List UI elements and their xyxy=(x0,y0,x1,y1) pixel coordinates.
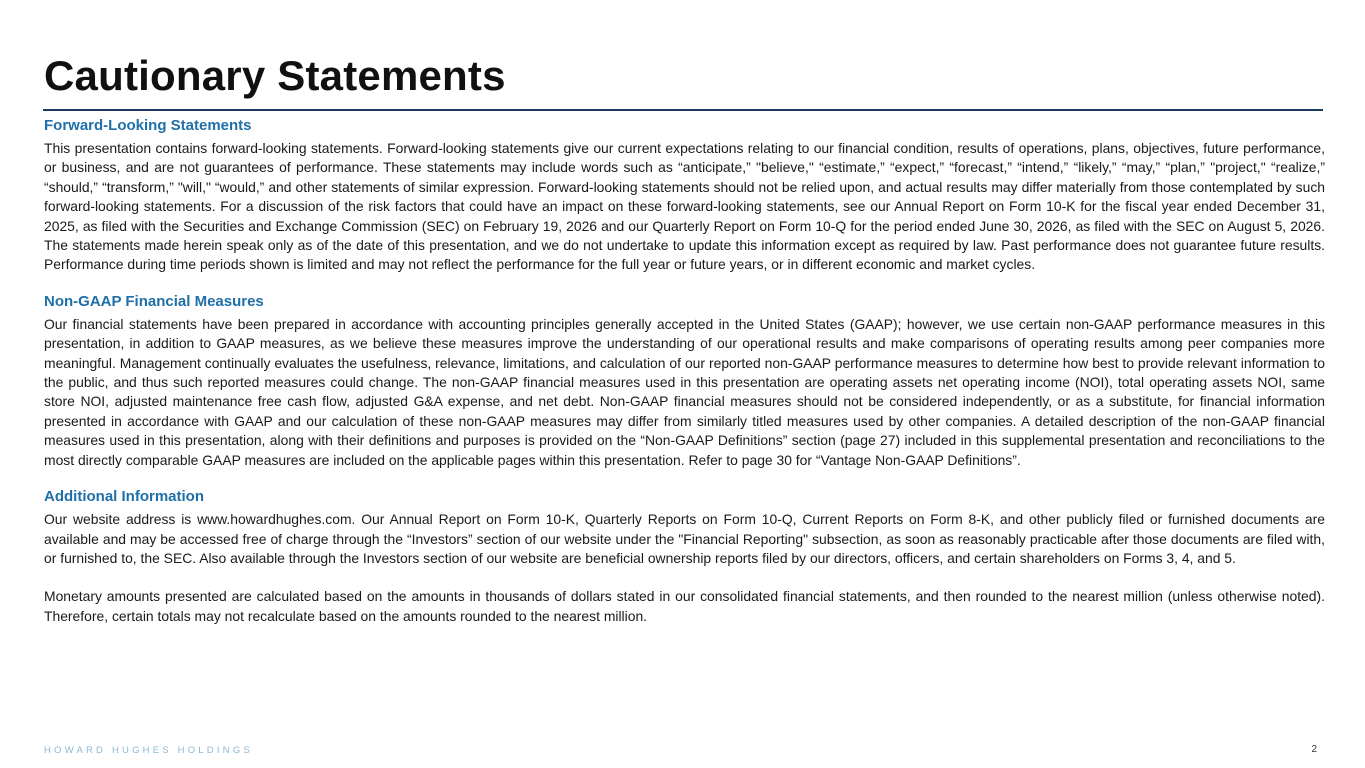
section-heading: Forward-Looking Statements xyxy=(44,117,252,134)
section-heading: Additional Information xyxy=(44,488,204,506)
page-number: 2 xyxy=(1311,744,1317,755)
title-divider xyxy=(43,109,1323,111)
section-body: Our website address is www.howardhughes.com. Our Annual Report on Form 10-K, Quarterly Reports on Form 10-Q, Current Reports on Form 8-K, and other publicly filed or furnished documents are available and may be accessed free of charge through the “Investors” section of our website under the "Financial Reporting" subsection, as soon as reasonably practicable after those documents are filed with, or furnished to, the SEC. Also available through the Investors section of our website are beneficial ownership reports filed by our directors, officers, and certain shareholders on Forms 3, 4, and 5. xyxy=(44,511,1325,566)
section-body: This presentation contains forward-looking statements. Forward-looking statements give our current expectations relating to our financial condition, results of operations, plans, objectives, future performance, or business, and are not guarantees of performance. These statements may include words such as “anticipate,” "believe," “estimate,” “expect,” “forecast,” “intend,” “likely,” “may,” “plan,” "project," “realize,” “should,” “transform,” "will," “would,” and other statements of similar expression. Forward-looking statements should not be relied upon, and actual results may differ materially from those contemplated by such forward-looking statements. For a discussion of the risk factors that could have an impact on these forward-looking statements, see our Annual Report on Form 10-K for the fiscal year ended December 31, 2025, as filed with the Securities and Exchange Commission (SEC) on February 19, 2026 and our Quarterly Report on Form 10-Q for the period ended June 30, 2026, as filed with the SEC on August 5, 2026. The statements made herein speak only as of the date of this presentation, and we do not undertake to update this information except as required by law. Past performance does not guarantee future results. Performance during time periods shown is limited and may not reflect the performance for the full year or future years, or in different economic and market cycles. xyxy=(44,140,1325,273)
section-additional-info xyxy=(44,487,1325,626)
section-forward-looking xyxy=(44,116,1325,275)
page-title: Cautionary Statements xyxy=(44,52,506,99)
section-non-gaap xyxy=(44,292,1325,470)
footer-brand: HOWARD HUGHES HOLDINGS xyxy=(44,745,253,756)
main-content xyxy=(44,116,1325,643)
monetary-note: Monetary amounts presented are calculated based on the amounts in thousands of dollars stated in our consolidated financial statements, and then rounded to the nearest million (unless otherwise noted). Therefore, certain totals may not recalculate based on the amounts rounded to the nearest million. xyxy=(44,588,1325,624)
section-body: Our financial statements have been prepared in accordance with accounting principles generally accepted in the United States (GAAP); however, we use certain non-GAAP performance measures in this presentation, in addition to GAAP measures, as we believe these measures improve the understanding of our operational results and make comparisons of operating results among peer companies more meaningful. Management continually evaluates the usefulness, relevance, limitations, and calculation of our reported non-GAAP performance measures to determine how best to provide relevant information to the public, and thus such reported measures could change. The non-GAAP financial measures used in this presentation are operating assets net operating income (NOI), total operating assets NOI, same store NOI, adjusted maintenance free cash flow, adjusted G&A expense, and net debt. Non-GAAP financial measures should not be considered independently, or as a substitute, for financial information presented in accordance with GAAP and our calculation of these non-GAAP measures may differ from similarly titled measures used by other companies. A detailed description of the non-GAAP financial measures used in this presentation, along with their definitions and purposes is provided on the “Non-GAAP Definitions” section (page 27) included in this supplemental presentation and reconciliations to the most directly comparable GAAP measures are included on the applicable pages within this presentation. Refer to page 30 for “Vantage Non-GAAP Definitions”. xyxy=(44,315,1325,468)
section-heading: Non-GAAP Financial Measures xyxy=(44,292,264,310)
